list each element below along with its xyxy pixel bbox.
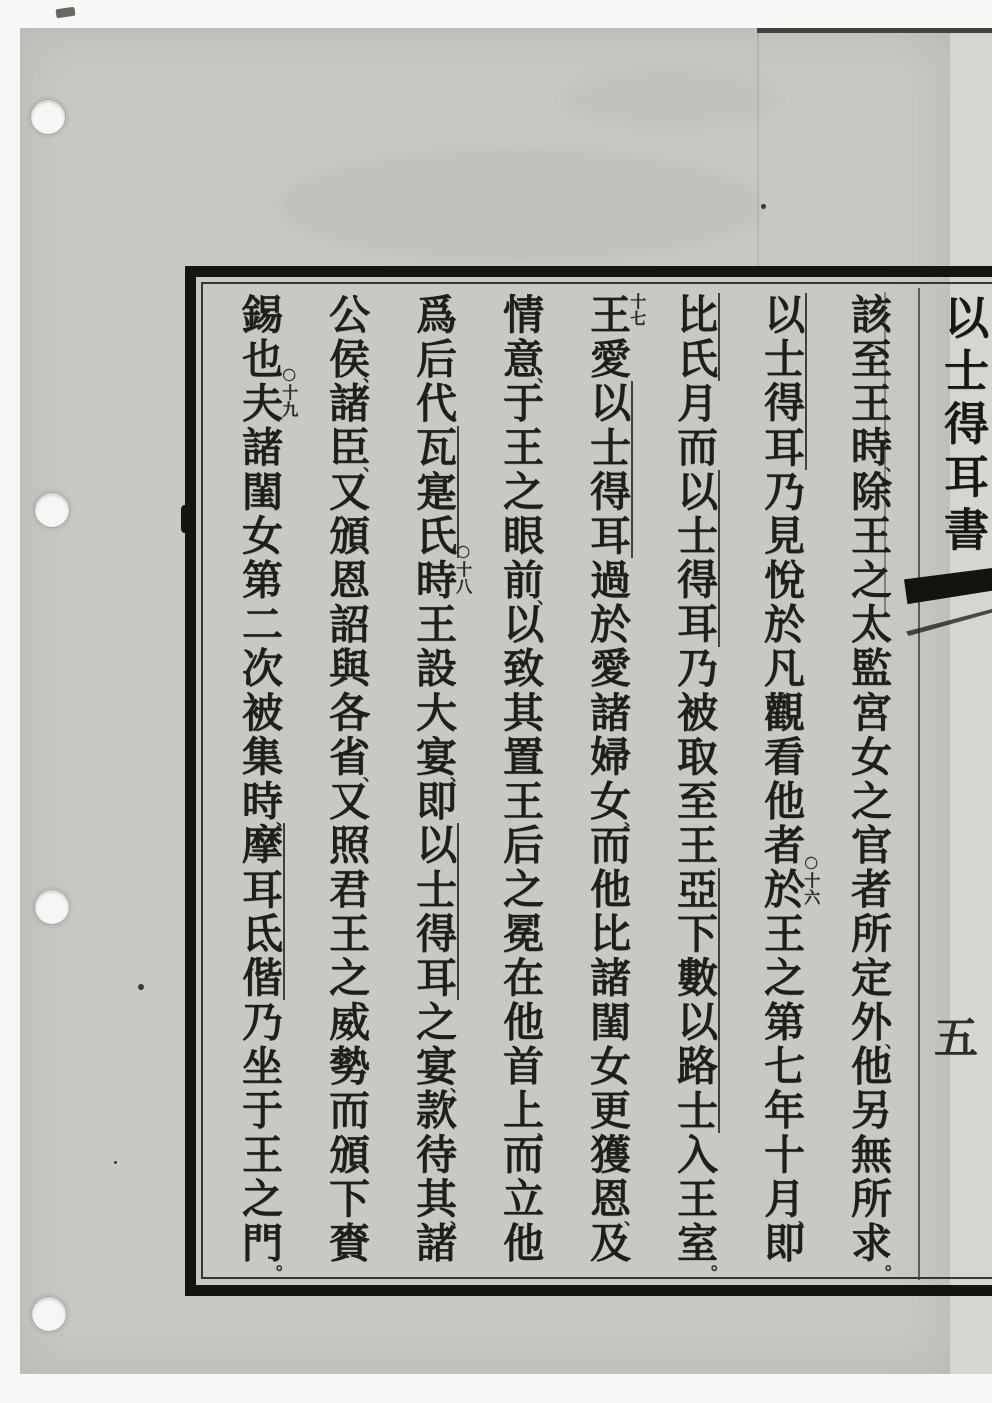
punctuation-mark: 、 xyxy=(363,454,384,475)
punctuation-mark: 、 xyxy=(363,765,384,786)
text-column: 情意于王之眼前以致其置王后之冕在他首上而立他 、 、 、 xyxy=(496,293,558,1266)
text-column: 王愛以士得耳過於愛諸婦女而他比諸閨女更獲恩及 、 、 十七 xyxy=(583,293,647,1266)
hole-punch xyxy=(34,889,70,925)
top-edge-line xyxy=(757,28,992,33)
photocopy-smudge xyxy=(560,70,780,130)
punctuation-mark: 。 xyxy=(885,1253,906,1274)
punctuation-mark: 、 xyxy=(276,809,297,830)
text-column: 爲后代瓦寔氏時王設大宴即以士得耳之宴款待其諸 、 、 、 ○十八 xyxy=(409,293,473,1266)
punctuation-mark: 、 xyxy=(537,587,558,608)
text-column: 以士得耳乃見悅於凡觀看他者於王之第七年十月即 、 ○十六 xyxy=(757,293,821,1266)
hole-punch xyxy=(31,1296,67,1332)
page-fold-trace xyxy=(757,33,759,268)
punctuation-mark: 、 xyxy=(450,1076,471,1097)
book-title: 以士得耳書 xyxy=(936,294,989,559)
verse-number-marker: ○十六 xyxy=(801,852,821,907)
punctuation-mark: 。 xyxy=(711,1253,732,1274)
punctuation-mark: 、 xyxy=(450,765,471,786)
punctuation-mark: 、 xyxy=(450,1209,471,1230)
punctuation-mark: 、 xyxy=(624,809,645,830)
ink-speck xyxy=(138,984,144,990)
verse-number-marker: ○十八 xyxy=(453,541,473,596)
verse-number-marker: ○十九 xyxy=(279,363,299,418)
punctuation-mark: 、 xyxy=(537,1120,558,1141)
text-column: 錫也夫諸閨女第二次被集時摩耳氐偕乃坐于王之門 、 。 ○十九 xyxy=(235,293,299,1274)
punctuation-mark: 、 xyxy=(798,1209,819,1230)
hole-punch xyxy=(30,99,66,135)
punctuation-mark: 。 xyxy=(276,1253,297,1274)
text-column: 該至王時除王之太監宮女之官者所定外他另無所求 、 、 。 xyxy=(844,293,906,1274)
punctuation-mark: 、 xyxy=(624,1209,645,1230)
punctuation-mark: 、 xyxy=(363,365,384,386)
hole-punch xyxy=(34,492,70,528)
page-number: 五 xyxy=(934,1013,978,1064)
text-column: 公侯諸臣又頒恩詔與各省又照君王之威勢而頒下賚 、 、 、 xyxy=(322,293,384,1266)
photocopy-smudge xyxy=(280,150,760,260)
punctuation-mark: 、 xyxy=(885,454,906,475)
border-ink-blob xyxy=(181,505,190,533)
punctuation-mark: 、 xyxy=(537,365,558,386)
ink-speck xyxy=(761,204,766,209)
text-column: 比氏月而以士得耳乃被取至王亞下數以路士入王室 。 xyxy=(670,293,732,1274)
punctuation-mark: 、 xyxy=(885,1031,906,1052)
verse-number-marker: 十七 xyxy=(627,293,647,327)
ink-mark xyxy=(55,7,75,19)
title-gutter-rule xyxy=(918,288,920,1280)
ink-speck xyxy=(114,1161,117,1164)
